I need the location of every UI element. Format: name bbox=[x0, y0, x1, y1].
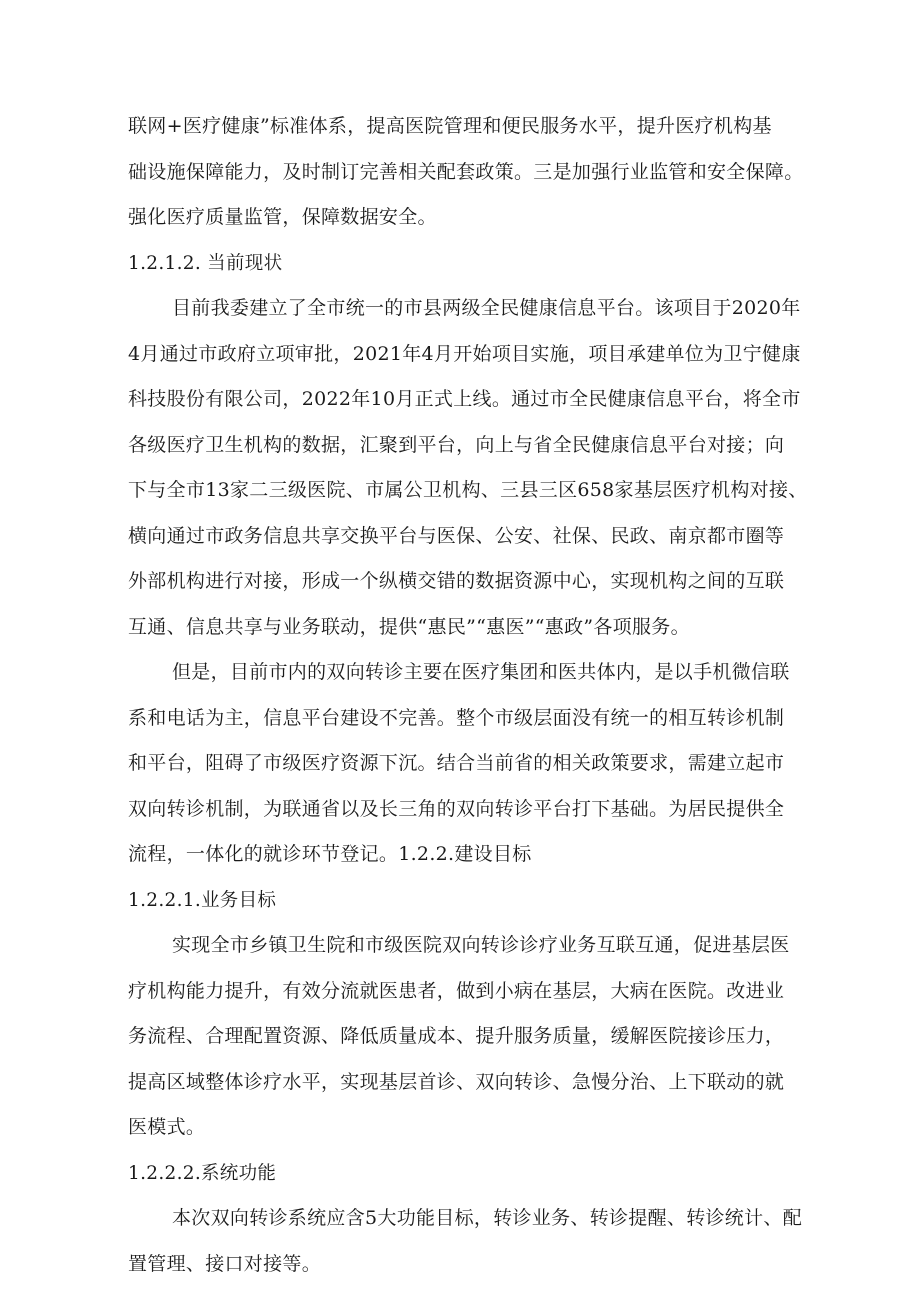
heading-text: 1.2.2.1.业务目标 bbox=[128, 889, 277, 911]
text-line: 强化医疗质量监管，保障数据安全。 bbox=[128, 206, 437, 228]
text-line: 本次双向转诊系统应含5大功能目标，转诊业务、转诊提醒、转诊统计、配 bbox=[172, 1207, 802, 1229]
text-line: 横向通过市政务信息共享交换平台与医保、公安、社保、民政、南京都市圈等 bbox=[128, 524, 785, 547]
text-line: 下与全市13家二三级医院、市属公卫机构、三县三区658家基层医疗机构对接、 bbox=[128, 479, 808, 501]
paragraph-intro-continuation bbox=[128, 104, 808, 241]
text-line: 双向转诊机制，为联通省以及长三角的双向转诊平台打下基础。为居民提供全 bbox=[128, 797, 785, 820]
paragraph-business-goals bbox=[128, 923, 808, 1151]
text-line: 提高区域整体诊疗水平，实现基层首诊、双向转诊、急慢分治、上下联动的就 bbox=[128, 1070, 785, 1093]
text-line: 和平台，阻碍了市级医疗资源下沉。结合当前省的相关政策要求，需建立起市 bbox=[128, 752, 785, 774]
section-heading-system-functions bbox=[128, 1151, 808, 1197]
heading-text: 1.2.2.2.系统功能 bbox=[128, 1162, 277, 1184]
text-line: 互通、信息共享与业务联动，提供“惠民”“惠医”“惠政”各项服务。 bbox=[128, 615, 690, 638]
text-line: 联网+医疗健康”标准体系，提高医院管理和便民服务水平，提升医疗机构基 bbox=[128, 115, 772, 137]
text-line: 务流程、合理配置资源、降低质量成本、提升服务质量，缓解医院接诊压力， bbox=[128, 1025, 785, 1047]
text-line: 外部机构进行对接，形成一个纵横交错的数据资源中心，实现机构之间的互联 bbox=[128, 570, 785, 592]
paragraph-referral-issues bbox=[128, 650, 808, 878]
text-line: 目前我委建立了全市统一的市县两级全民健康信息平台。该项目于2020年 bbox=[172, 297, 801, 319]
paragraph-system-functions bbox=[128, 1196, 808, 1287]
section-heading-business-goals bbox=[128, 878, 808, 924]
text-line: 实现全市乡镇卫生院和市级医院双向转诊诊疗业务互联互通，促进基层医 bbox=[172, 934, 790, 956]
text-line: 系和电话为主，信息平台建设不完善。整个市级层面没有统一的相互转诊机制 bbox=[128, 706, 785, 729]
heading-text: 1.2.1.2. 当前现状 bbox=[128, 252, 283, 274]
text-line: 各级医疗卫生机构的数据，汇聚到平台，向上与省全民健康信息平台对接；向 bbox=[128, 433, 785, 456]
text-line: 4月通过市政府立项审批，2021年4月开始项目实施，项目承建单位为卫宁健康 bbox=[128, 342, 801, 365]
section-heading-current-status bbox=[128, 241, 808, 287]
text-line: 医模式。 bbox=[128, 1116, 206, 1138]
text-line: 但是，目前市内的双向转诊主要在医疗集团和医共体内，是以手机微信联 bbox=[172, 661, 790, 683]
text-line: 科技股份有限公司，2022年10月正式上线。通过市全民健康信息平台，将全市 bbox=[128, 388, 801, 410]
paragraph-current-status bbox=[128, 286, 808, 650]
document-page bbox=[128, 104, 808, 1287]
text-line: 置管理、接口对接等。 bbox=[128, 1252, 322, 1275]
text-line: 流程，一体化的就诊环节登记。1.2.2.建设目标 bbox=[128, 843, 532, 865]
text-line: 础设施保障能力，及时制订完善相关配套政策。三是加强行业监管和安全保障。 bbox=[128, 160, 804, 183]
text-line: 疗机构能力提升，有效分流就医患者，做到小病在基层，大病在医院。改进业 bbox=[128, 979, 785, 1002]
